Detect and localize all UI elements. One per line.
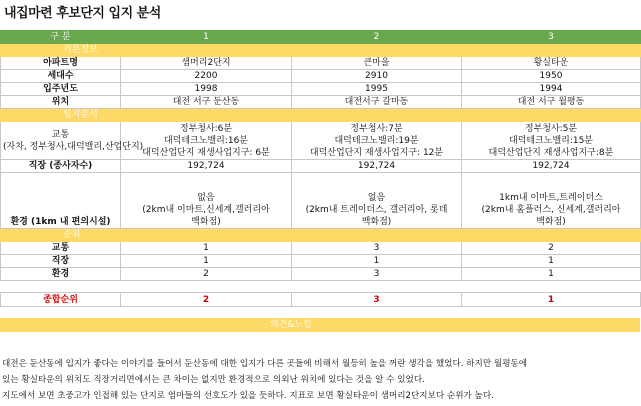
- row-traffic: [1, 122, 641, 160]
- cell[interactable]: 3: [292, 293, 462, 307]
- paragraph-line: 있는 황실타운의 위치도 직장거리면에서는 큰 차이는 없지만 환경적으로 의외난 위치에 있다는 것을 알 수 있었다.: [2, 375, 425, 385]
- paragraph-line: 지도에서 보면 초중고가 인접해 있는 단지로 엄마들의 선호도가 있을 듯하다. 지표로 보면 황실타운이 샘머리2단지보다 순위가 높다.: [2, 391, 494, 401]
- row-location: [1, 96, 641, 109]
- header-col-2[interactable]: 2: [292, 31, 462, 44]
- row-label: 교통: [51, 129, 70, 140]
- cell[interactable]: 샘머리2단지: [121, 57, 292, 70]
- analysis-table: [0, 30, 641, 307]
- opinion-paragraph[interactable]: [2, 356, 638, 404]
- cell[interactable]: [121, 173, 292, 229]
- row-label[interactable]: 입주년도: [1, 83, 121, 96]
- cell[interactable]: 1995: [292, 83, 462, 96]
- row-label[interactable]: 환경: [1, 268, 121, 281]
- cell-line: (2km내 트레이더스, 갤러리아, 롯데: [305, 205, 448, 215]
- section-location-label[interactable]: 입지분석: [1, 109, 641, 122]
- header-label[interactable]: 구 분: [1, 31, 121, 44]
- cell[interactable]: 1: [462, 255, 641, 268]
- row-move-in-year: [1, 83, 641, 96]
- cell-line: 정부청사:6분: [179, 123, 233, 134]
- row-rank-environment: [1, 268, 641, 281]
- cell[interactable]: 2: [121, 268, 292, 281]
- cell[interactable]: 2: [462, 242, 641, 255]
- cell[interactable]: [121, 122, 292, 160]
- row-rank-traffic: [1, 242, 641, 255]
- row-label[interactable]: 세대수: [1, 70, 121, 83]
- cell[interactable]: 1994: [462, 83, 641, 96]
- cell[interactable]: 대전서구 갈마동: [292, 96, 462, 109]
- cell[interactable]: 192,724: [462, 160, 641, 173]
- cell[interactable]: 1: [121, 242, 292, 255]
- cell[interactable]: 1: [121, 255, 292, 268]
- cell-line: 없음: [197, 193, 215, 203]
- row-rank-job: [1, 255, 641, 268]
- cell-line: 대덕산업단지 재생사업지구: 6분: [142, 147, 270, 158]
- cell[interactable]: [462, 173, 641, 229]
- cell-line: 대덕테크노밸리:19분: [334, 135, 419, 146]
- row-label[interactable]: 직장 (종사자수): [1, 160, 121, 173]
- cell[interactable]: 3: [292, 242, 462, 255]
- section-basic: [1, 44, 641, 57]
- cell[interactable]: 대전 서구 둔산동: [121, 96, 292, 109]
- cell-line: 대덕산업단지 재생사업지구: 12분: [309, 147, 444, 158]
- cell[interactable]: [292, 122, 462, 160]
- cell[interactable]: 192,724: [292, 160, 462, 173]
- cell[interactable]: 큰마을: [292, 57, 462, 70]
- header-row: [1, 31, 641, 44]
- cell[interactable]: [462, 122, 641, 160]
- empty-cell[interactable]: [1, 281, 121, 293]
- cell-line: 대덕산업단지 재생사업지구:8분: [488, 147, 614, 158]
- cell[interactable]: 황실타운: [462, 57, 641, 70]
- section-rank-label[interactable]: 순위: [1, 229, 641, 242]
- traffic-label-cell[interactable]: [1, 122, 144, 160]
- cell[interactable]: 대전 서구 월평동: [462, 96, 641, 109]
- row-label[interactable]: 교통: [1, 242, 121, 255]
- cell-line: 백화점): [191, 217, 221, 227]
- row-label[interactable]: 환경 (1km 내 편의시설): [1, 173, 121, 229]
- cell-line: 없음: [367, 193, 386, 203]
- row-total-rank: [1, 293, 641, 307]
- cell[interactable]: 1950: [462, 70, 641, 83]
- cell[interactable]: 1: [462, 293, 641, 307]
- cell[interactable]: 2200: [121, 70, 292, 83]
- cell-line: (2km내 이마트,신세계,갤러리아: [142, 205, 270, 215]
- cell-line: 정부청사:5분: [524, 123, 578, 134]
- header-col-1[interactable]: 1: [121, 31, 292, 44]
- empty-cell[interactable]: [292, 281, 462, 293]
- cell-line: 1km내 이마트,트레이더스: [499, 193, 603, 203]
- section-rank: [1, 229, 641, 242]
- section-location: [1, 109, 641, 122]
- section-opinion-label: 의견&느낌: [270, 320, 312, 330]
- cell[interactable]: 192,724: [121, 160, 292, 173]
- row-sublabel: (자차, 정부청사,대덕밸리,산업단지): [3, 141, 144, 152]
- row-households: [1, 70, 641, 83]
- row-environment: [1, 173, 641, 229]
- cell[interactable]: 3: [292, 268, 462, 281]
- cell-line: 대덕테크노밸리:15분: [508, 135, 594, 146]
- row-apt-name: [1, 57, 641, 70]
- cell[interactable]: 1998: [121, 83, 292, 96]
- row-label[interactable]: 위치: [1, 96, 121, 109]
- row-label[interactable]: 직장: [1, 255, 121, 268]
- row-label[interactable]: 아파트명: [1, 57, 121, 70]
- cell[interactable]: 2: [121, 293, 292, 307]
- cell-line: 대덕테크노밸리:16분: [163, 135, 249, 146]
- cell[interactable]: 1: [462, 268, 641, 281]
- section-basic-label[interactable]: 기본정보: [1, 44, 641, 57]
- header-col-3[interactable]: 3: [462, 31, 641, 44]
- section-opinion[interactable]: [0, 318, 640, 332]
- paragraph-line: 대전은 둔산동에 입지가 좋다는 이야기를 들어서 둔산동에 대한 입지가 다른 곳들에 비해서 월등히 높을 꺼란 생각을 했었다. 하지만 월평동에: [2, 359, 528, 369]
- cell-line: 백화점): [361, 217, 392, 227]
- empty-cell[interactable]: [121, 281, 292, 293]
- cell[interactable]: 1: [292, 255, 462, 268]
- sheet-title: 내집마련 후보단지 입지 분석: [4, 6, 161, 21]
- row-label[interactable]: 종합순위: [1, 293, 121, 307]
- cell-line: 백화점): [536, 217, 566, 227]
- cell[interactable]: 2910: [292, 70, 462, 83]
- row-job: [1, 160, 641, 173]
- empty-cell[interactable]: [462, 281, 641, 293]
- cell-line: 정부청사:7분: [350, 123, 403, 134]
- spacer-row: [1, 281, 641, 293]
- cell-line: (2km내 홈플러스, 신세계,갤러리아: [481, 205, 621, 215]
- cell[interactable]: [292, 173, 462, 229]
